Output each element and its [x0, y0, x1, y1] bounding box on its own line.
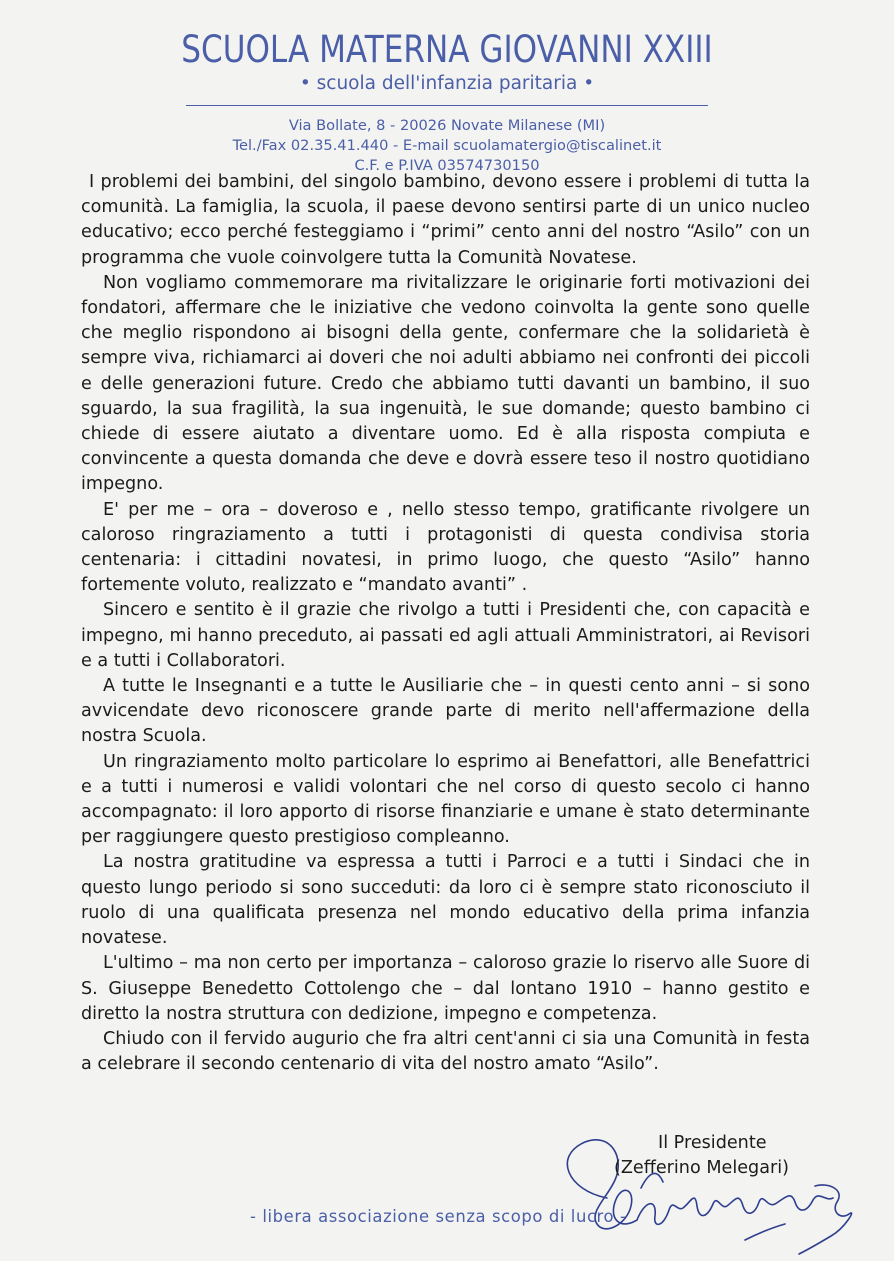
- signoff-block: [610, 1131, 830, 1181]
- paragraph-7: La nostra gratitudine va espressa a tutti i Parroci e a tutti i Sindaci che in questo lungo periodo si sono succeduti: da loro ci è sempre stato riconosciuto il ruolo di una qualificata presenza nel mondo educativo della prima infanzia novatese.: [81, 852, 810, 949]
- paragraph-5: A tutte le Insegnanti e a tutte le Ausiliarie che – in questi cento anni – si sono avvicendate devo riconoscere grande parte di merito nell'affermazione della nostra Scuola.: [81, 676, 810, 747]
- paragraph-6: Un ringraziamento molto particolare lo esprimo ai Benefattori, alle Benefattrici e a tutti i numerosi e validi volontari che nel corso di questo secolo ci hanno accompagnato: il loro apporto di risorse finanziarie e umane è stato determinante per raggiungere questo prestigioso compleanno.: [81, 751, 810, 848]
- school-contacts: Tel./Fax 02.35.41.440 - E-mail scuolamatergio@tiscalinet.it: [232, 137, 662, 154]
- footer-note: - libera associazione senza scopo di lucro -: [250, 1207, 627, 1226]
- school-address: Via Bollate, 8 - 20026 Novate Milanese (MI): [288, 117, 606, 134]
- letter-body: [81, 170, 810, 1077]
- paragraph-1: I problemi dei bambini, del singolo bambino, devono essere i problemi di tutta la comunità. La famiglia, la scuola, il paese devono sentirsi parte di un unico nucleo educativo; ecco perché festeggiamo i “primi” cento anni del nostro “Asilo” con un programma che vuole coinvolgere tutta la Comunità Novatese.: [81, 172, 810, 268]
- school-name: SCUOLA MATERNA GIOVANNI XXIII: [181, 28, 713, 71]
- school-tax-code: C.F. e P.IVA 03574730150: [354, 157, 540, 174]
- paragraph-8: L'ultimo – ma non certo per importanza – caloroso grazie lo riservo alle Suore di S. Giuseppe Benedetto Cottolengo che – dal lontano 1910 – hanno gestito e diretto la nostra struttura con dedizione, impegno e competenza.: [81, 953, 810, 1024]
- school-subtitle: • scuola dell'infanzia paritaria •: [299, 73, 595, 94]
- paragraph-2: Non vogliamo commemorare ma rivitalizzare le originarie forti motivazioni dei fondatori, affermare che le iniziative che vedono coinvolta la gente sono quelle che meglio rispondono ai bisogni della gente, confermare che la solidarietà è sempre viva, richiamarci ai doveri che noi adulti abbiamo nei confronti dei piccoli e delle generazioni future. Credo che abbiamo tutti davanti un bambino, il suo sguardo, la sua fragilità, la sua ingenuità, le sue domande; questo bambino ci chiede di essere aiutato a diventare uomo. Ed è alla risposta compiuta e convincente a questa domanda che deve e dovrà essere teso il nostro quotidiano impegno.: [81, 272, 810, 495]
- paragraph-3: E' per me – ora – doveroso e , nello stesso tempo, gratificante rivolgere un caloroso ringraziamento a tutti i protagonisti di questa condivisa storia centenaria: i cittadini novatesi, in primo luogo, che questo “Asilo” hanno fortemente voluto, realizzato e “mandato avanti” .: [81, 499, 810, 596]
- signoff-title: Il Presidente: [658, 1133, 767, 1153]
- signoff-name: (Zefferino Melegari): [614, 1158, 789, 1178]
- letterhead-divider: [186, 105, 708, 106]
- letterhead: [0, 28, 894, 176]
- paragraph-4: Sincero e sentito è il grazie che rivolgo a tutti i Presidenti che, con capacità e impegno, mi hanno preceduto, ai passati ed agli attuali Amministratori, ai Revisori e a tutti i Collaboratori.: [81, 600, 810, 671]
- paragraph-9: Chiudo con il fervido augurio che fra altri cent'anni ci sia una Comunità in festa a celebrare il secondo centenario di vita del nostro amato “Asilo”.: [81, 1028, 810, 1075]
